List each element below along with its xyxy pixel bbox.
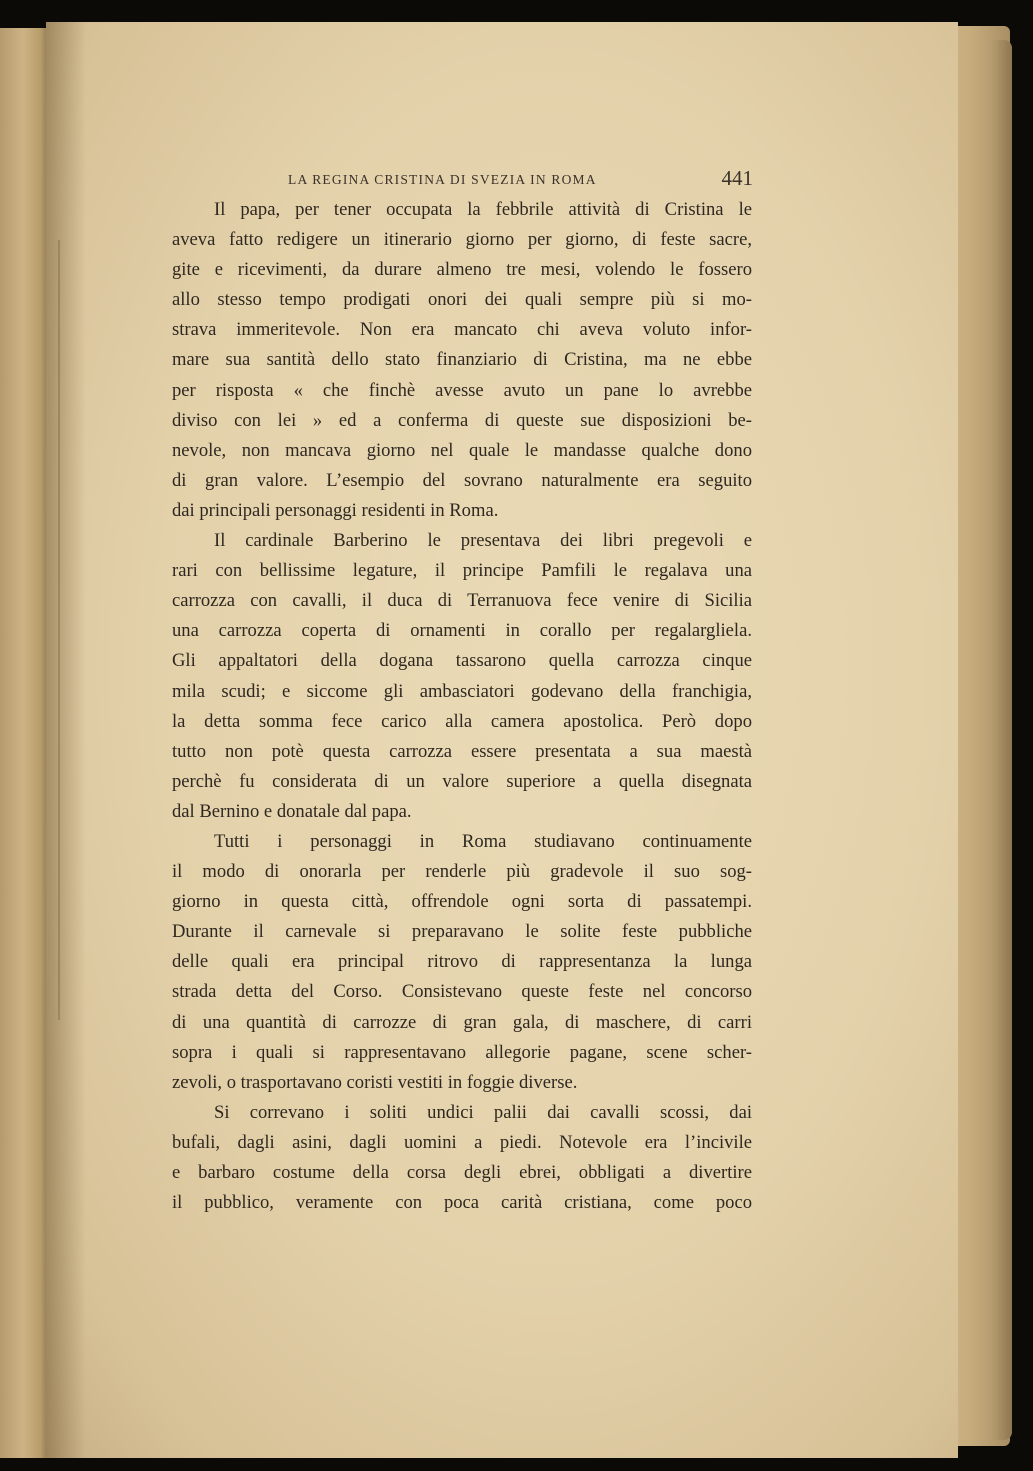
text-line: il pubblico, veramente con poca carità cristiana, come poco: [172, 1192, 752, 1214]
text-line: mila scudi; e siccome gli ambasciatori godevano della franchigia,: [172, 680, 752, 702]
text-line: delle quali era principal ritrovo di rappresentanza la lunga: [172, 951, 752, 973]
text-line: di gran valore. L’esempio del sovrano naturalmente era seguito: [172, 469, 752, 491]
text-line: zevoli, o trasportavano coristi vestiti in foggie diverse.: [172, 1071, 578, 1093]
text-line: Gli appaltatori della dogana tassarono quella carrozza cinque: [172, 650, 752, 672]
text-line: Tutti i personaggi in Roma studiavano continuamente: [214, 830, 752, 852]
text-line: il modo di onorarla per renderle più gradevole il suo sog-: [172, 861, 752, 883]
gutter-shadow: [46, 22, 86, 1458]
text-line: perchè fu considerata di un valore superiore a quella disegnata: [172, 770, 752, 792]
text-line: strada detta del Corso. Consistevano queste feste nel concorso: [172, 981, 752, 1003]
text-line: diviso con lei » ed a conferma di queste sue disposizioni be-: [172, 409, 752, 431]
text-line: aveva fatto redigere un itinerario giorno per giorno, di feste sacre,: [172, 229, 752, 251]
text-line: Il papa, per tener occupata la febbrile attività di Cristina le: [214, 199, 752, 220]
text-line: gite e ricevimenti, da durare almeno tre mesi, volendo le fossero: [172, 259, 752, 281]
text-line: allo stesso tempo prodigati onori dei quali sempre più si mo-: [172, 289, 752, 311]
text-line: bufali, dagli asini, dagli uomini a piedi. Notevole era l’incivile: [172, 1131, 752, 1153]
text-line: mare sua santità dello stato finanziario di Cristina, ma ne ebbe: [172, 349, 752, 371]
text-line: Il cardinale Barberino le presentava dei libri pregevoli e: [214, 530, 752, 552]
text-line: Durante il carnevale si preparavano le solite feste pubbliche: [172, 921, 752, 943]
text-line: giorno in questa città, offrendole ogni sorta di passatempi.: [172, 891, 752, 913]
text-line: strava immeritevole. Non era mancato chi aveva voluto infor-: [172, 319, 752, 341]
facing-page-edge: [0, 28, 52, 1458]
text-line: sopra i quali si rappresentavano allegorie pagane, scene scher-: [172, 1041, 752, 1063]
cover-edge: [990, 40, 1012, 1440]
text-line: tutto non potè questa carrozza essere presentata a sua maestà: [172, 740, 752, 762]
body-text: [172, 195, 752, 1218]
text-line: una carrozza coperta di ornamenti in corallo per regalargliela.: [172, 620, 752, 642]
text-line: rari con bellissime legature, il principe Pamfili le regalava una: [172, 560, 752, 582]
text-line: e barbaro costume della corsa degli ebrei, obbligati a divertire: [172, 1162, 752, 1183]
running-head: [288, 166, 753, 196]
text-line: nevole, non mancava giorno nel quale le mandasse qualche dono: [172, 439, 752, 461]
running-title: LA REGINA CRISTINA DI SVEZIA IN ROMA: [288, 172, 597, 187]
text-line: carrozza con cavalli, il duca di Terranuova fece venire di Sicilia: [172, 590, 752, 612]
text-line: dal Bernino e donatale dal papa.: [172, 800, 412, 822]
gutter-fold: [58, 240, 60, 1020]
text-line: per risposta « che finchè avesse avuto un pane lo avrebbe: [172, 379, 752, 401]
text-line: dai principali personaggi residenti in Roma.: [172, 499, 499, 521]
page-number: 441: [721, 166, 753, 190]
text-line: Si correvano i soliti undici palii dai cavalli scossi, dai: [214, 1101, 752, 1123]
text-line: di una quantità di carrozze di gran gala, di maschere, di carri: [172, 1011, 752, 1033]
text-line: la detta somma fece carico alla camera apostolica. Però dopo: [172, 710, 752, 732]
